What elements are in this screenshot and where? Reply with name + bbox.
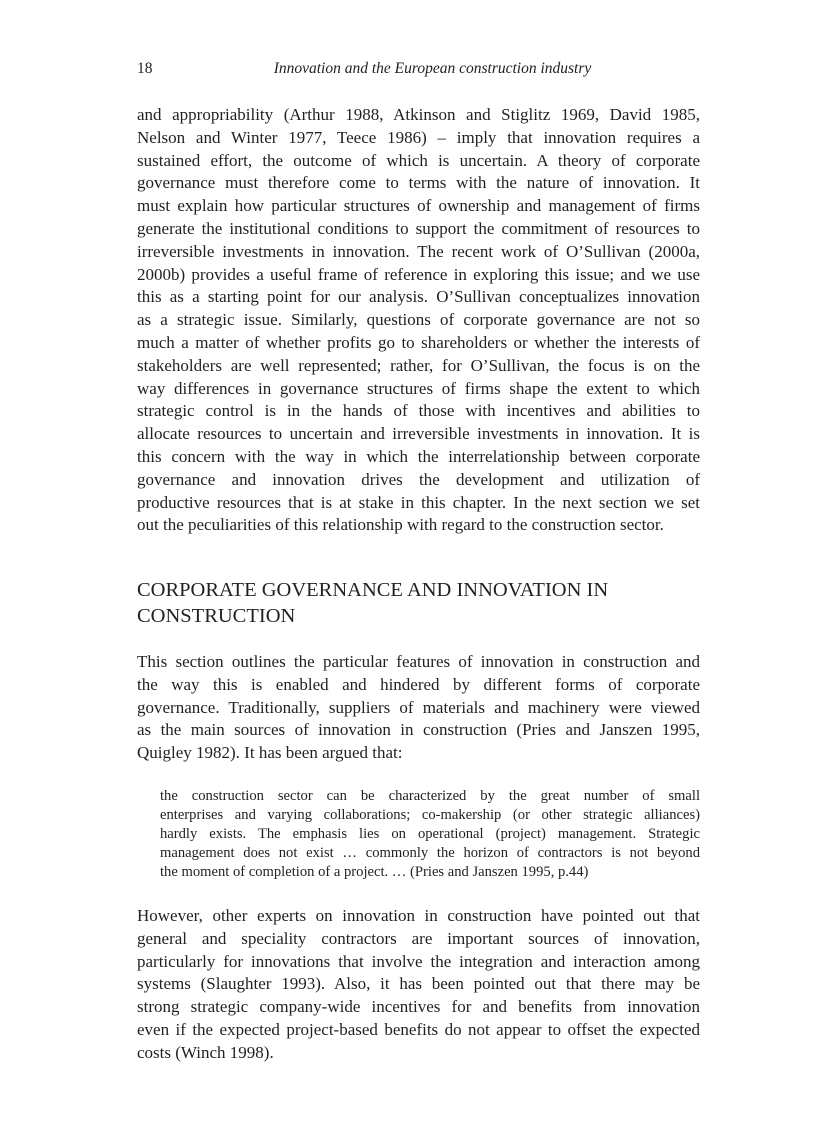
text-line: particularly for innovations that involve the integration and interaction among xyxy=(137,951,700,971)
text-line: systems (Slaughter 1993). Also, it has been pointed out that there may be xyxy=(137,974,700,994)
text-line: strong strategic company-wide incentives for and benefits from innovation xyxy=(137,997,700,1017)
text-line: as the main sources of innovation in construction (Pries and Janszen 1995, xyxy=(137,720,700,740)
text-line: this concern with the way in which the interrelationship between corporate xyxy=(137,446,700,466)
running-title: Innovation and the European construction industry xyxy=(273,60,592,77)
text-line: governance must therefore come to terms with the nature of innovation. It xyxy=(137,173,700,193)
text-line: However, other experts on innovation in construction have pointed out that xyxy=(137,906,700,925)
text-line: the moment of completion of a project. … (Pries and Janszen 1995, p.44) xyxy=(160,864,589,880)
section-heading-line: CORPORATE GOVERNANCE AND INNOVATION IN xyxy=(137,579,609,601)
text-line: generate the institutional conditions to support the commitment of resources to xyxy=(137,218,700,238)
text-line: way differences in governance structures of firms shape the extent to which xyxy=(137,378,700,398)
text-line: governance and innovation drives the development and utilization of xyxy=(137,469,700,489)
section-heading-line: CONSTRUCTION xyxy=(137,605,296,627)
running-header xyxy=(137,60,700,84)
text-line: and appropriability (Arthur 1988, Atkinson and Stiglitz 1969, David 1985, xyxy=(137,105,700,124)
text-line: productive resources that is at stake in this chapter. In the next section we set xyxy=(137,492,700,512)
paragraph-3 xyxy=(137,905,700,1065)
text-line: this as a starting point for our analysis. O’Sullivan conceptualizes innovation xyxy=(137,287,700,307)
text-line: the way this is enabled and hindered by different forms of corporate xyxy=(137,674,700,694)
text-line: as a strategic issue. Similarly, questions of corporate governance are not so xyxy=(137,310,700,330)
text-line: This section outlines the particular features of innovation in construction and xyxy=(137,652,700,671)
text-line: much a matter of whether profits go to shareholders or whether the interests of xyxy=(137,332,700,352)
text-line: out the peculiarities of this relationship with regard to the construction sector. xyxy=(137,515,664,535)
text-line: even if the expected project-based benefits do not appear to offset the expected xyxy=(137,1019,700,1039)
text-line: hardly exists. The emphasis lies on operational (project) management. Strategic xyxy=(160,826,700,842)
text-line: stakeholders are well represented; rather, for O’Sullivan, the focus is on the xyxy=(137,355,700,375)
text-line: Nelson and Winter 1977, Teece 1986) – imply that innovation requires a xyxy=(137,127,700,147)
text-line: costs (Winch 1998). xyxy=(137,1042,274,1062)
section-heading xyxy=(137,577,608,629)
text-line: governance. Traditionally, suppliers of materials and machinery were viewed xyxy=(137,697,700,717)
text-line: general and speciality contractors are important sources of innovation, xyxy=(137,928,700,948)
text-line: must explain how particular structures of ownership and management of firms xyxy=(137,196,700,216)
text-line: allocate resources to uncertain and irreversible investments in innovation. It is xyxy=(137,424,700,444)
text-line: strategic control is in the hands of those with incentives and abilities to xyxy=(137,401,700,421)
block-quote xyxy=(160,787,700,882)
page-number: 18 xyxy=(137,60,153,77)
text-line: Quigley 1982). It has been argued that: xyxy=(137,743,403,763)
paragraph-2 xyxy=(137,651,700,765)
text-line: management does not exist … commonly the horizon of contractors is not beyond xyxy=(160,845,700,861)
text-line: the construction sector can be characterized by the great number of small xyxy=(160,788,700,804)
text-line: enterprises and varying collaborations; co-makership (or other strategic alliances) xyxy=(160,807,700,823)
text-line: irreversible investments in innovation. The recent work of O’Sullivan (2000a, xyxy=(137,241,700,261)
text-line: 2000b) provides a useful frame of reference in exploring this issue; and we use xyxy=(137,264,700,284)
paragraph-1 xyxy=(137,104,700,537)
text-line: sustained effort, the outcome of which is uncertain. A theory of corporate xyxy=(137,150,700,170)
